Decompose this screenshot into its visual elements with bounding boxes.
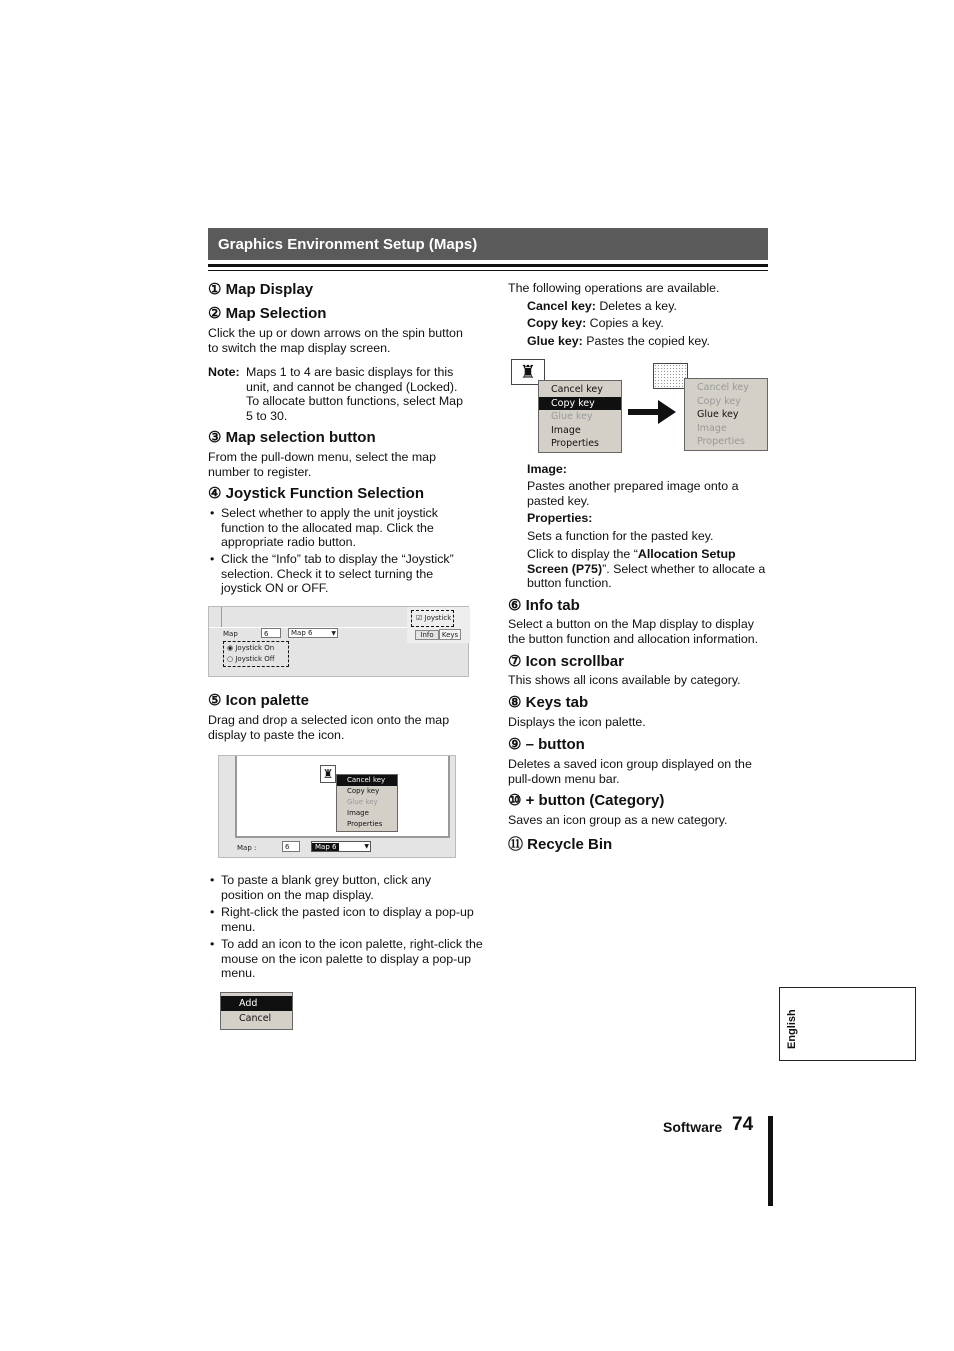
minus-button-text: Deletes a saved icon group displayed on the pull-down menu bar.: [508, 757, 752, 786]
menu-item-glue-key[interactable]: Glue key: [697, 409, 739, 420]
heading-icon-palette: ⑤ Icon palette: [208, 692, 309, 709]
map-select-value: Map 6: [291, 629, 313, 637]
tab-info[interactable]: [415, 630, 439, 640]
map-spin-input-2[interactable]: [282, 841, 300, 852]
menu-item-cancel-key[interactable]: Cancel key: [337, 775, 397, 786]
op-cancel-label: Cancel key:: [527, 299, 596, 313]
heading-recycle-bin: ⑪ Recycle Bin: [508, 836, 613, 853]
heading-minus-button: ⑨ – button: [508, 736, 585, 753]
op-copy-text: Copies a key.: [586, 316, 664, 330]
info-tab-text: Select a button on the Map display to display the button function and allocation information.: [508, 617, 759, 646]
map-select-value-2: Map 6: [312, 843, 339, 851]
heading-keys-tab: ⑧ Keys tab: [508, 694, 589, 711]
map-label-2: Map :: [237, 844, 257, 852]
menu-item-properties[interactable]: Properties: [697, 436, 746, 447]
menu-item-glue-key[interactable]: Glue key: [347, 798, 378, 806]
keys-tab-text: Displays the icon palette.: [508, 715, 646, 729]
map-spin-input[interactable]: [261, 628, 281, 638]
op-glue-key: [527, 334, 710, 349]
page-number: 74: [732, 1114, 754, 1135]
pasted-icon[interactable]: ♜: [320, 765, 336, 783]
operations-intro: The following operations are available.: [508, 281, 720, 295]
menu-item-glue-key[interactable]: Glue key: [551, 411, 593, 422]
tab-keys-label: Keys: [441, 631, 459, 639]
heading-map-selection-button: ③ Map selection button: [208, 429, 376, 446]
language-tab-box: [779, 987, 916, 1061]
spin-value: 6: [264, 630, 269, 638]
menu-item-properties[interactable]: Properties: [347, 820, 383, 828]
map-selection-text: Click the up or down arrows on the spin button to switch the map display screen.: [208, 326, 463, 355]
chevron-down-icon: ▼: [331, 630, 336, 637]
chevron-down-icon: ▼: [364, 843, 369, 850]
menu-item-properties[interactable]: Properties: [551, 438, 600, 449]
heading-icon-scrollbar: ⑦ Icon scrollbar: [508, 653, 624, 670]
radio-joystick-off[interactable]: ○ Joystick Off: [227, 655, 275, 663]
note-label: Note:: [208, 365, 240, 379]
menu-item-cancel-key[interactable]: Cancel key: [551, 384, 603, 395]
op-glue-text: Pastes the copied key.: [582, 334, 710, 348]
properties-text: Sets a function for the pasted key.: [527, 529, 714, 543]
allocation-text-a: Click to display the “: [527, 547, 638, 561]
add-cancel-popup: [220, 992, 293, 1030]
menu-item-copy-key[interactable]: Copy key: [347, 787, 380, 795]
arrow-right-icon: [628, 400, 676, 424]
op-copy-key: [527, 316, 664, 331]
heading-map-display: ① Map Display: [208, 281, 314, 298]
allocation-text-c: ”. Select whether to allocate a button function.: [527, 561, 766, 590]
footer-section: Software: [663, 1119, 723, 1135]
paste-bullet-3: • To add an icon to the icon palette, right-click the mouse on the icon palette to display a pop-up menu.: [208, 937, 483, 981]
radio-joystick-on[interactable]: ◉ Joystick On: [227, 644, 275, 652]
footer-bar: [768, 1116, 773, 1206]
map-select-2[interactable]: [311, 841, 371, 852]
menu-item-image[interactable]: Image: [551, 424, 581, 436]
menu-item-cancel-key[interactable]: Cancel key: [697, 382, 749, 393]
map-selection-button-text: From the pull-down menu, select the map number to register.: [208, 450, 436, 479]
tab-keys[interactable]: [439, 629, 461, 640]
image-label: Image:: [527, 462, 567, 476]
heading-joystick-function: ④ Joystick Function Selection: [208, 485, 424, 502]
blank-key-icon-after[interactable]: [653, 363, 688, 389]
menu-item-add[interactable]: Add: [221, 996, 292, 1011]
radio-on-label: Joystick On: [235, 644, 275, 652]
spin-value-2: 6: [285, 843, 290, 851]
map-select[interactable]: [288, 628, 338, 638]
icon-palette-screenshot: [218, 755, 456, 858]
op-cancel-text: Deletes a key.: [595, 299, 677, 313]
tab-info-label: Info: [420, 631, 434, 639]
heading-map-selection: ② Map Selection: [208, 305, 327, 322]
icon-scrollbar-text: This shows all icons available by category.: [508, 673, 741, 687]
menu-item-image[interactable]: Image: [697, 422, 727, 434]
menu-item-image[interactable]: Image: [347, 809, 369, 817]
window-divider: [221, 607, 222, 627]
allocation-text: [527, 547, 768, 591]
paste-bullet-2: • Right-click the pasted icon to display a pop-up menu.: [208, 905, 476, 934]
menu-item-copy-key[interactable]: Copy key: [697, 395, 741, 407]
image-text: Pastes another prepared image onto a pasted key.: [527, 479, 739, 508]
menu-item-cancel[interactable]: Cancel: [239, 1013, 272, 1024]
language-tab-label: English: [786, 1009, 798, 1049]
op-copy-label: Copy key:: [527, 316, 587, 330]
header-rule-thin: [208, 270, 768, 271]
heading-plus-button: ⑩ + button (Category): [508, 792, 665, 809]
joystick-checkbox[interactable]: ☑ Joystick: [416, 614, 452, 622]
joystick-bullet-2: • Click the “Info” tab to display the “Joystick” selection. Check it to select turning the joystick ON or OFF.: [208, 552, 473, 596]
note-text: Maps 1 to 4 are basic displays for this unit, and cannot be changed (Locked). To allocate button functions, select Map 5 to 30.: [246, 365, 463, 423]
checkbox-label: Joystick: [424, 614, 452, 622]
menu-item-copy-key[interactable]: Copy key: [539, 397, 621, 411]
radio-off-label: Joystick Off: [235, 655, 275, 663]
op-cancel-key: [527, 299, 677, 314]
key-icon-before[interactable]: ♜: [511, 359, 545, 385]
popup-menu: [336, 774, 398, 832]
icon-palette-text: Drag and drop a selected icon onto the map display to paste the icon.: [208, 713, 450, 742]
section-title: Graphics Environment Setup (Maps): [218, 236, 478, 253]
joystick-screenshot: [208, 606, 469, 677]
paste-bullet-1: • To paste a blank grey button, click any position on the map display.: [208, 873, 476, 902]
popup-menu-before: [538, 380, 622, 453]
section-header-bar: [208, 228, 768, 260]
popup-menu-after: [684, 378, 768, 451]
joystick-bullet-1: • Select whether to apply the unit joystick function to the allocated map. Click the appropriate radio button.: [208, 506, 471, 550]
allocation-link: Allocation Setup Screen (P75): [527, 547, 736, 576]
heading-info-tab: ⑥ Info tab: [508, 597, 580, 614]
header-rule-thick: [208, 264, 768, 267]
map-label: Map: [223, 630, 238, 638]
op-glue-label: Glue key:: [527, 334, 583, 348]
plus-button-text: Saves an icon group as a new category.: [508, 813, 728, 827]
properties-label: Properties:: [527, 511, 593, 525]
